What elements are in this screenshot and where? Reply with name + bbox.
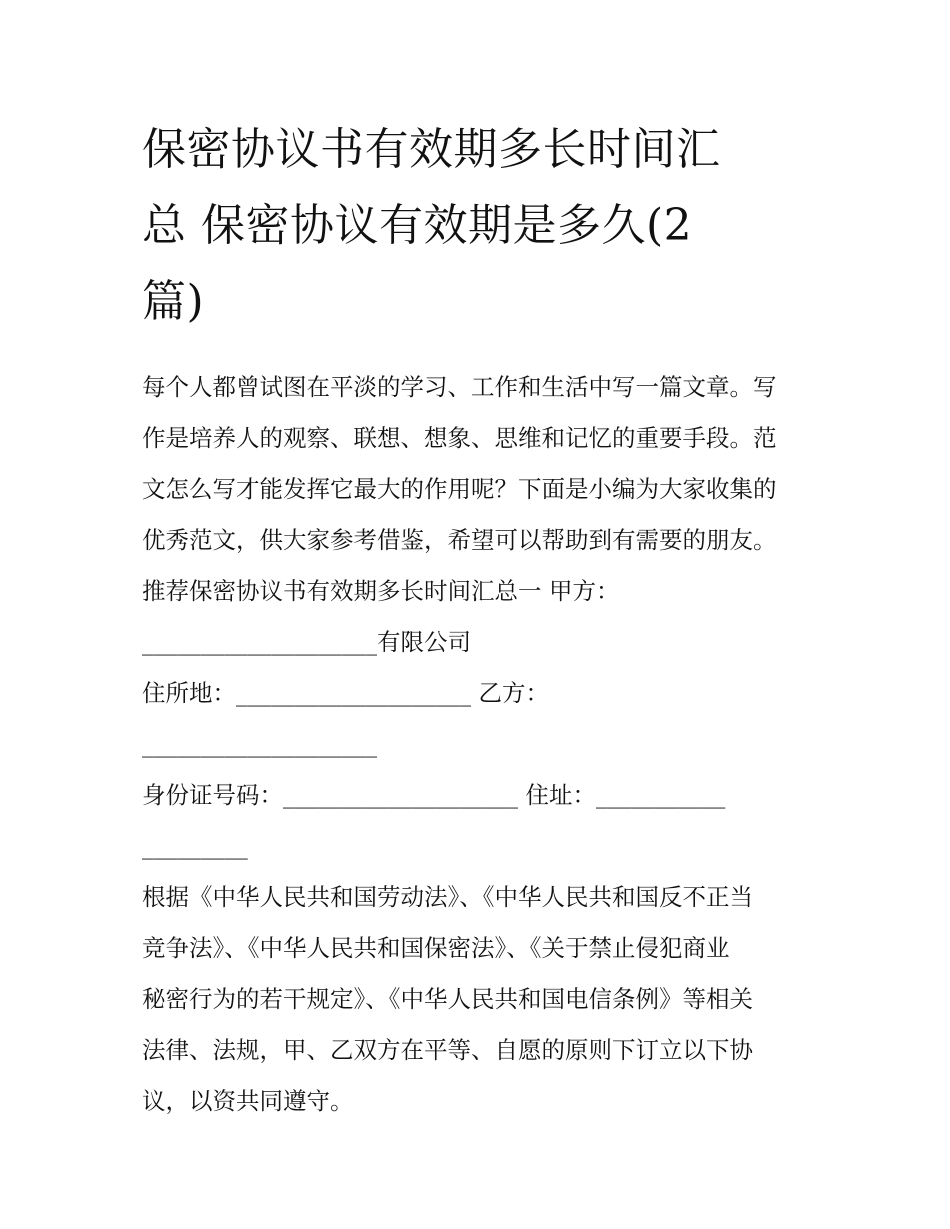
document-page: [142, 112, 818, 1127]
intro-paragraph: 每个人都曾试图在平淡的学习、工作和生活中写一篇文章。写 作是培养人的观察、联想、想象、思维和记忆的重要手段。范 文怎么写才能发挥它最大的作用呢？下面是小编为大家收集的 优秀范文，供大家参考借鉴，希望可以帮助到有需要的朋友。: [142, 373, 777, 554]
address-line: 住所地：____________________ 乙方： ____________________: [142, 679, 549, 758]
recommend-line: 推荐保密协议书有效期多长时间汇总一 甲方：: [142, 577, 620, 605]
company-line: ____________________有限公司: [142, 628, 471, 656]
document-title: 保密协议书有效期多长时间汇 总 保密协议有效期是多久(2 篇): [142, 124, 721, 327]
id-line: 身份证号码：____________________ 住址：___________ _________: [142, 781, 726, 860]
basis-paragraph: 根据《中华人民共和国劳动法》、《中华人民共和国反不正当 竞争法》、《中华人民共和国保密法》、《关于禁止侵犯商业 秘密行为的若干规定》、《中华人民共和国电信条例》等相关 法律、法规，甲、乙双方在平等、自愿的原则下订立以下协 议，以资共同遵守。: [142, 883, 753, 1115]
